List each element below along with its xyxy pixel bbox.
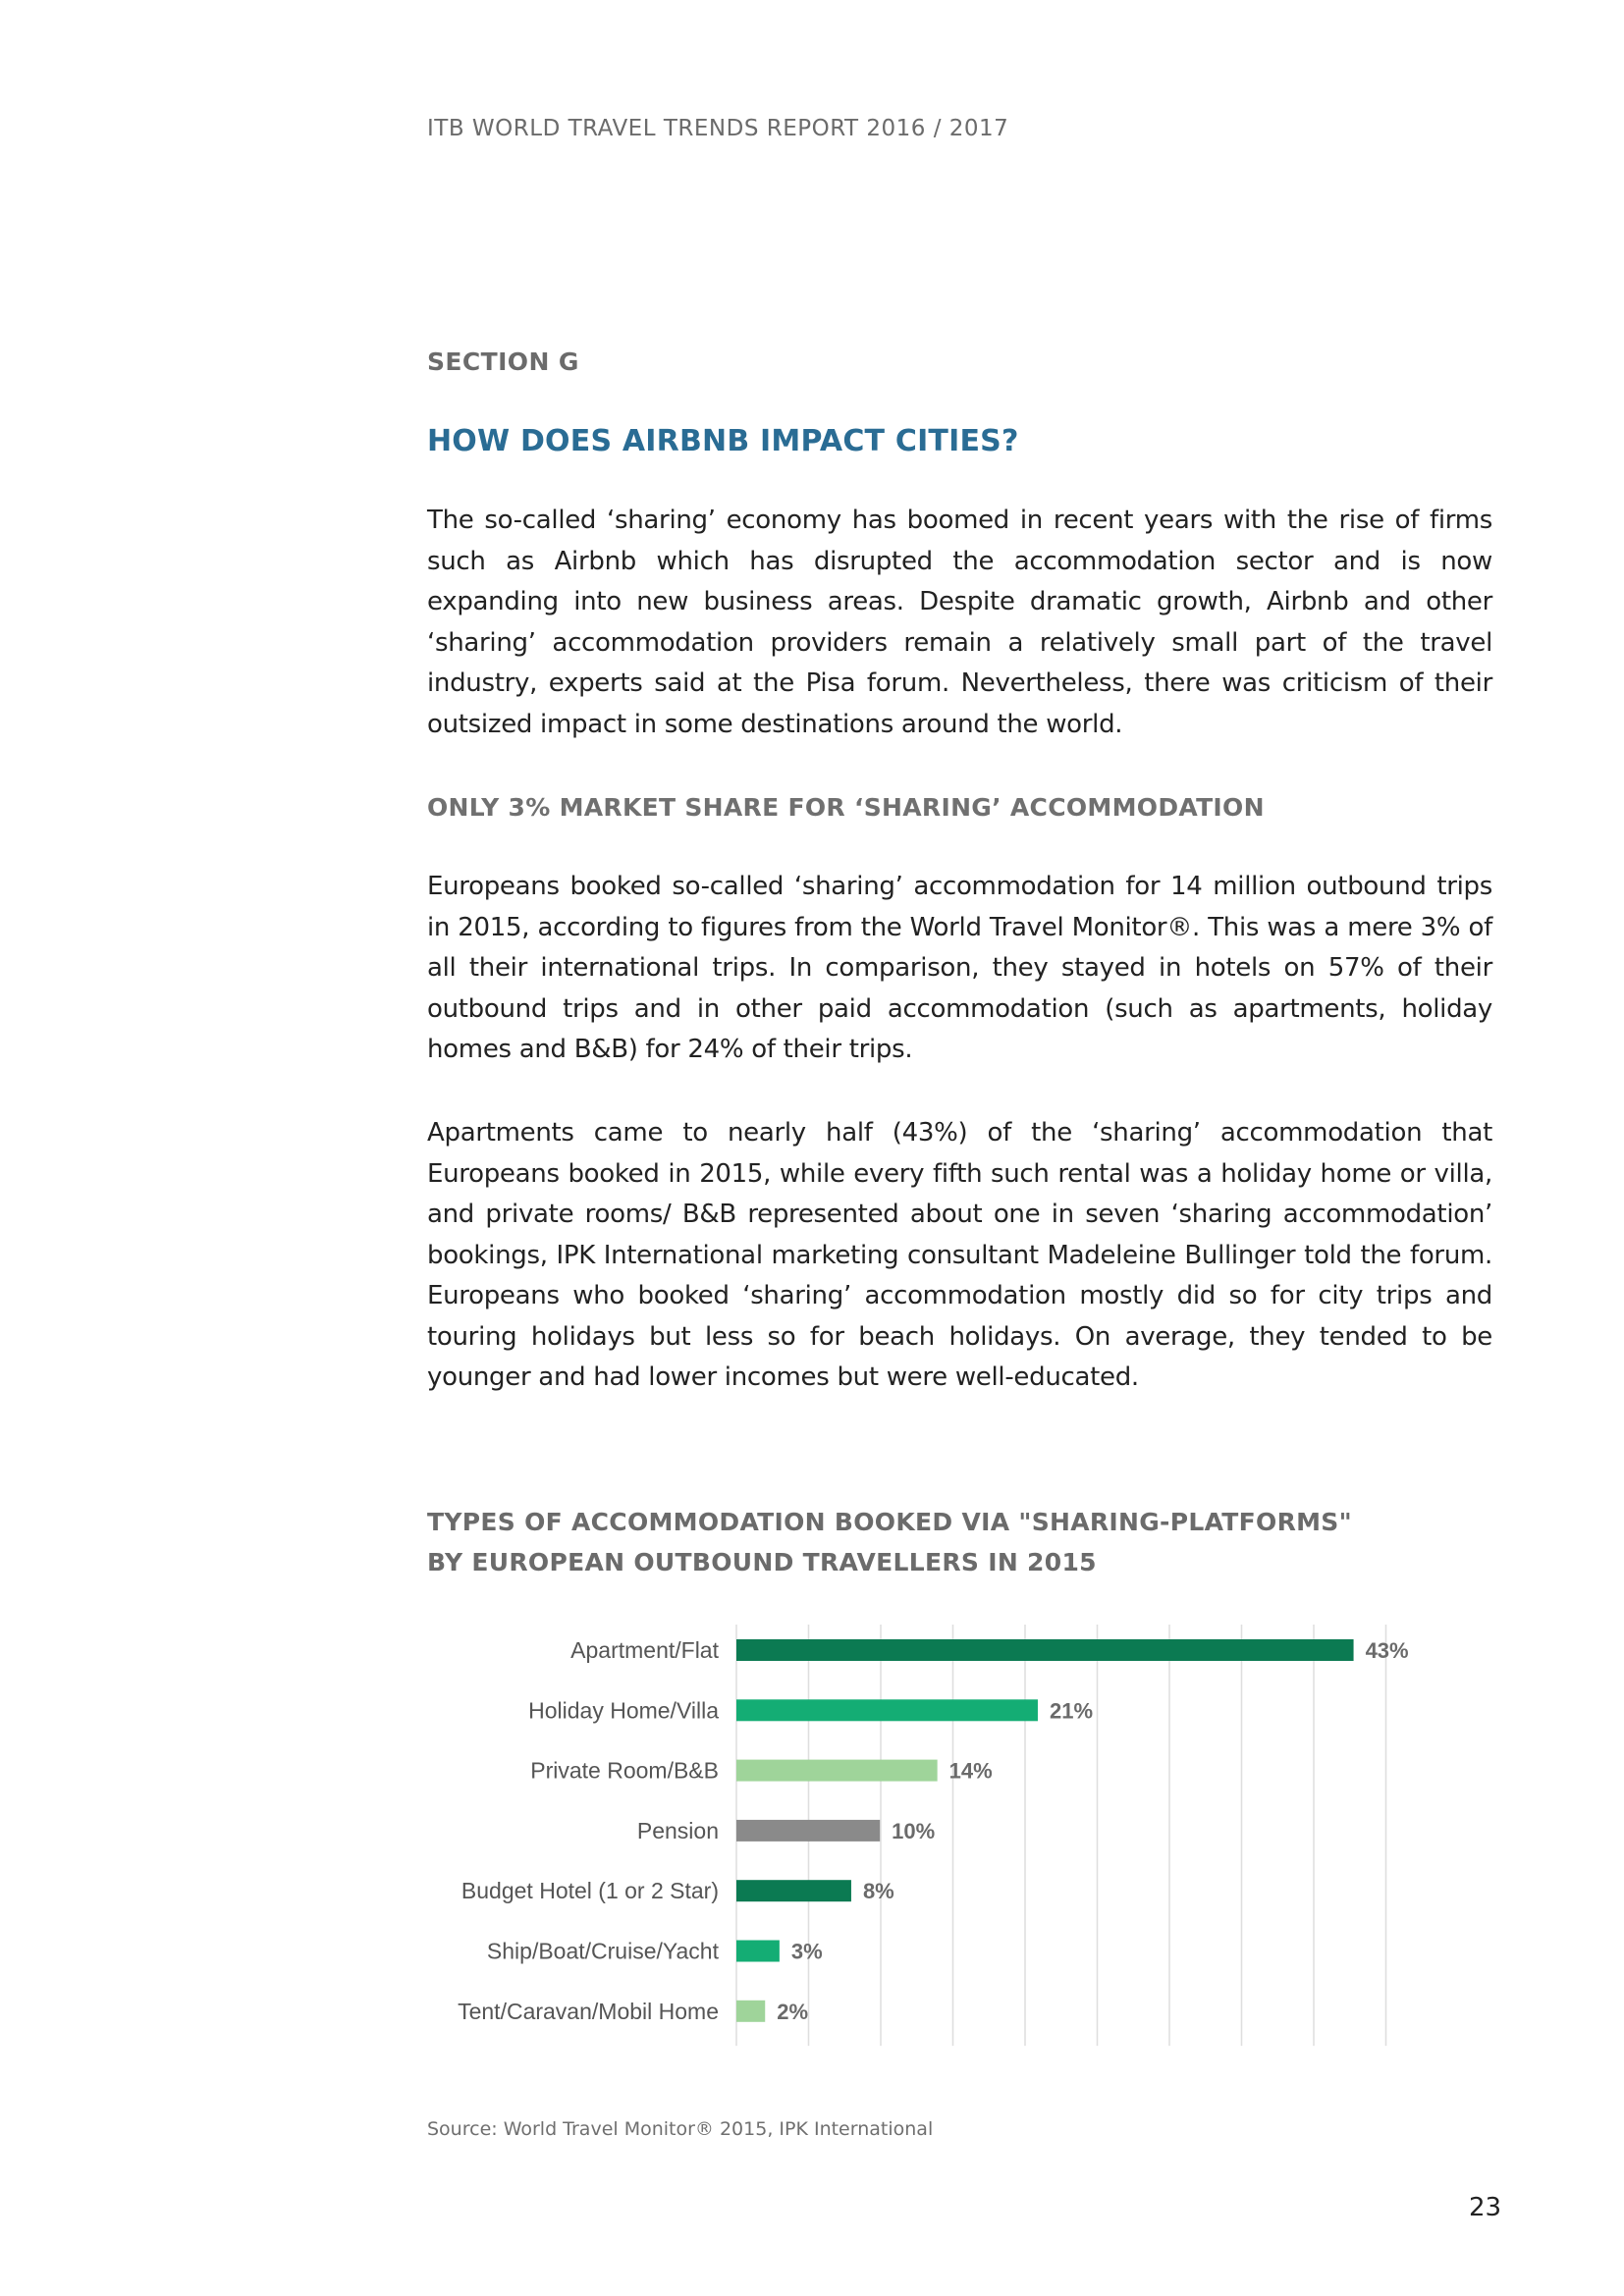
bar — [736, 1820, 880, 1842]
category-label: Apartment/Flat — [570, 1637, 719, 1663]
apartments-paragraph: Apartments came to nearly half (43%) of the ‘sharing’ accommodation that Europeans booked in 2015, while every fifth such rental was a holiday home or villa, and private rooms/ B&B represented about one in seven ‘sharing accommodation’ bookings, IPK International marketing consultant Madeleine Bullinger told the forum. Europeans who booked ‘sharing’ accommodation mostly did so for city trips and touring holidays but less so for beach holidays. On average, they tended to be younger and had lower incomes but were well-educated. — [427, 1118, 1492, 1392]
chart-bars — [736, 1639, 1354, 2022]
category-label: Budget Hotel (1 or 2 Star) — [460, 1878, 719, 1904]
source-note: Source: World Travel Monitor® 2015, IPK International — [427, 2118, 934, 2140]
value-label: 21% — [1049, 1698, 1094, 1724]
market-share-paragraph: Europeans booked so-called ‘sharing’ accommodation for 14 million outbound trips in 2015, according to figures from the World Travel Monitor®. This was a mere 3% of all their international trips. In comparison, they stayed in hotels on 57% of their outbound trips and in other paid accommodation (such as apartments, holiday homes and B&B) for 24% of their trips. — [427, 872, 1492, 1064]
value-label: 2% — [777, 1999, 809, 2024]
category-label: Pension — [636, 1817, 719, 1843]
chart-title-line-2: BY EUROPEAN OUTBOUND TRAVELLERS IN 2015 — [427, 1548, 1097, 1576]
category-label: Tent/Caravan/Mobil Home — [458, 1998, 719, 2024]
value-label: 14% — [948, 1758, 993, 1784]
value-label: 8% — [862, 1879, 894, 1904]
category-label: Ship/Boat/Cruise/Yacht — [486, 1938, 719, 1964]
intro-paragraph: The so-called ‘sharing’ economy has boomed in recent years with the rise of firms such as Airbnb which has disrupted the accommodation sector and is now expanding into new business areas. Despite dramatic growth, Airbnb and other ‘sharing’ accommodation providers remain a relatively small part of the travel industry, experts said at the Pisa forum. Nevertheless, there was criticism of their outsized impact in some destinations around the world. — [427, 506, 1492, 739]
accommodation-bar-chart — [412, 1625, 1492, 2076]
chart-title-line-1: TYPES OF ACCOMMODATION BOOKED VIA "SHARING-PLATFORMS" — [427, 1508, 1352, 1536]
bar — [736, 1699, 1038, 1721]
page-number: 23 — [1469, 2193, 1502, 2222]
running-head: ITB WORLD TRAVEL TRENDS REPORT 2016 / 2017 — [427, 116, 1009, 141]
chart-category-labels — [458, 1637, 720, 2024]
bar — [736, 1941, 780, 1962]
bar — [736, 1760, 938, 1782]
page-title: HOW DOES AIRBNB IMPACT CITIES? — [427, 424, 1019, 458]
bar — [736, 1639, 1354, 1661]
category-label: Holiday Home/Villa — [528, 1697, 719, 1724]
section-label: SECTION G — [427, 347, 579, 376]
value-label: 10% — [892, 1818, 936, 1843]
value-label: 43% — [1365, 1638, 1409, 1663]
chart-title — [427, 1502, 1352, 1582]
bar — [736, 1880, 851, 1901]
category-label: Private Room/B&B — [530, 1757, 719, 1784]
market-share-subheading: ONLY 3% MARKET SHARE FOR ‘SHARING’ ACCOMMODATION — [427, 793, 1265, 822]
bar — [736, 2001, 765, 2022]
value-label: 3% — [790, 1939, 823, 1964]
